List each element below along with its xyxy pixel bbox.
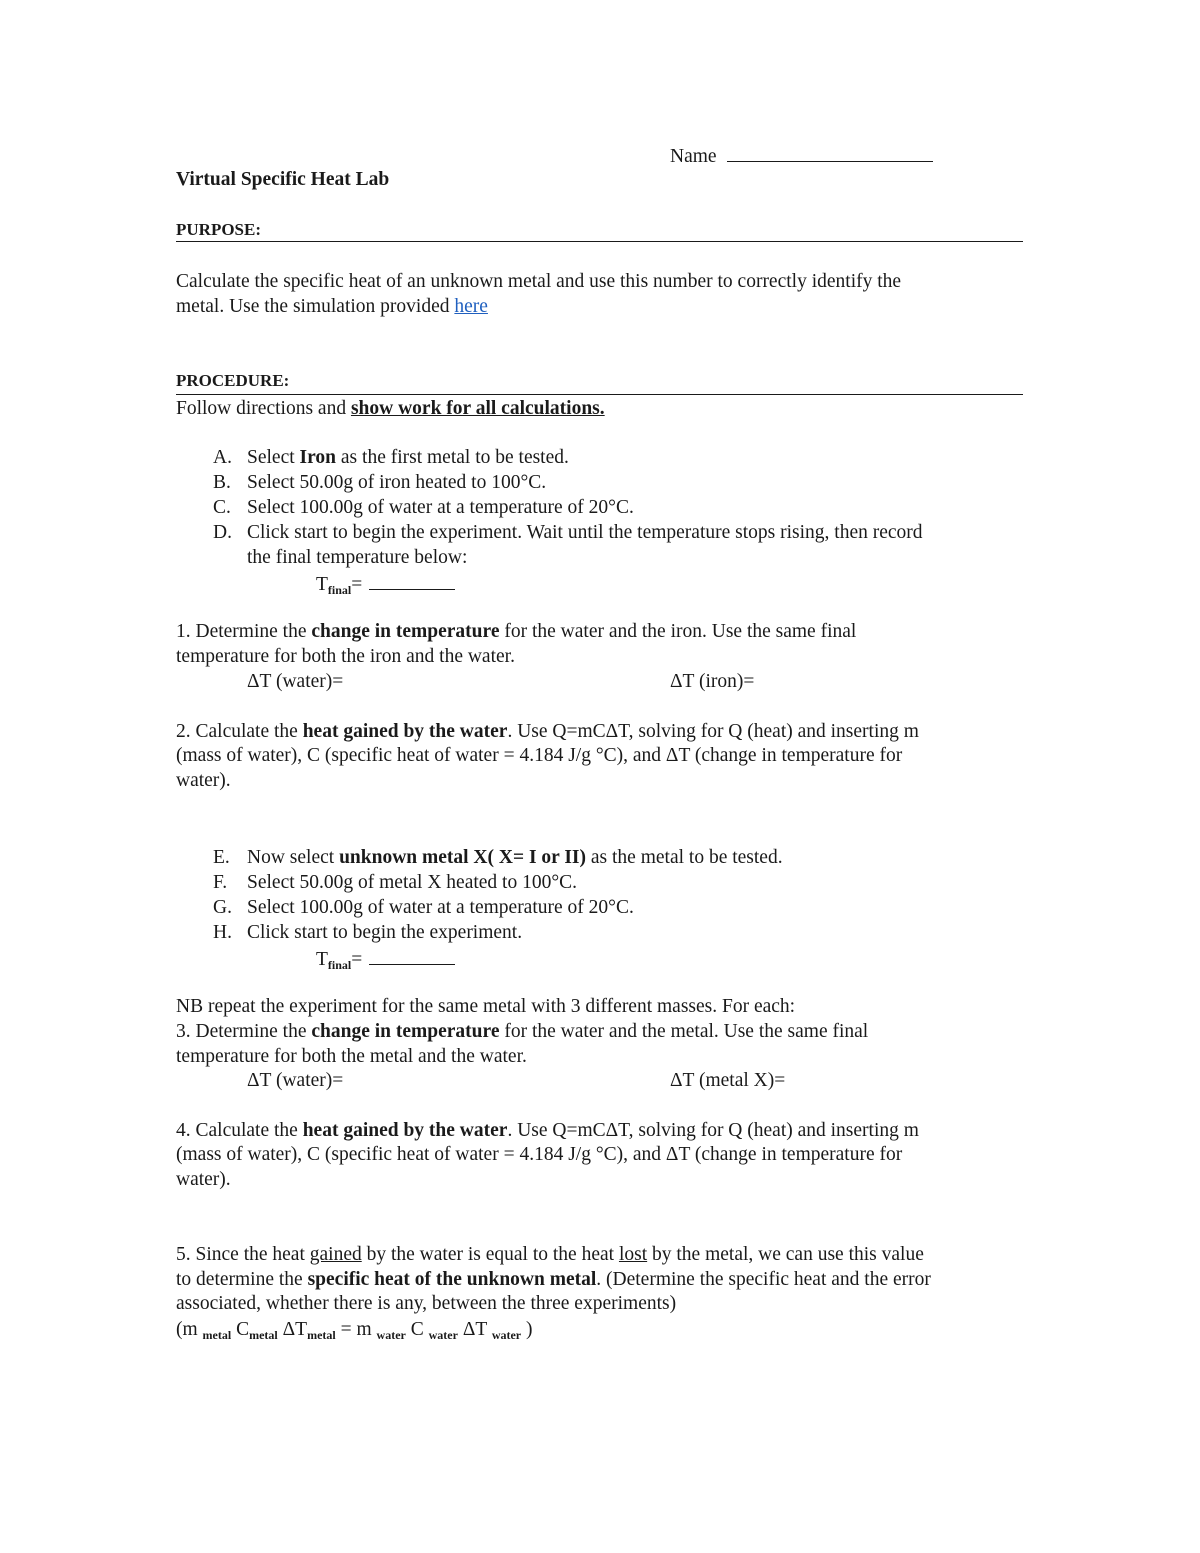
q1-text-end: for the water and the iron. Use the same final (499, 621, 857, 642)
step-a-bold: Iron (299, 447, 337, 468)
q2-text-end: . Use Q=mCΔT, solving for Q (heat) and inserting m (507, 721, 919, 742)
question-4-line-3: water). (176, 1169, 231, 1190)
step-d-line-2: the final temperature below: (247, 547, 468, 568)
formula-sub-metal: metal (249, 1328, 278, 1342)
tfinal-equals: = (351, 949, 363, 970)
step-a-text: Select (247, 447, 300, 468)
formula-sub-water: water (428, 1328, 458, 1342)
step-f-label: F. (213, 872, 228, 893)
purpose-rule (176, 241, 1023, 242)
q3-bold: change in temperature (311, 1021, 500, 1042)
question-3-line-2: temperature for both the metal and the water. (176, 1046, 527, 1067)
step-a-label: A. (213, 447, 232, 468)
q5-lost: lost (618, 1244, 648, 1265)
q5-bold: specific heat of the unknown metal (307, 1269, 597, 1290)
tfinal-symbol: T (316, 574, 328, 595)
step-e-text: Now select (247, 847, 340, 868)
q5-gained: gained (309, 1244, 362, 1265)
step-e (247, 846, 783, 870)
tfinal-subscript: final (327, 583, 352, 597)
formula-sub-water: water (376, 1328, 406, 1342)
document-title: Virtual Specific Heat Lab (176, 169, 390, 190)
delta-t-iron: ΔT (iron)= (670, 671, 755, 692)
name-label: Name (670, 146, 717, 167)
formula-sub-water: water (491, 1328, 522, 1342)
q5-line2-text: to determine the (176, 1269, 308, 1290)
q1-text: 1. Determine the (176, 621, 312, 642)
formula-equals: = m (335, 1319, 377, 1340)
nb-note: NB repeat the experiment for the same metal with 3 different masses. For each: (176, 996, 796, 1017)
question-3-line-1 (176, 1020, 868, 1044)
intro-emphasis: show work for all calculations. (350, 398, 605, 419)
formula-sub-metal: metal (202, 1328, 232, 1342)
q5-text-mid: by the water is equal to the heat (361, 1244, 619, 1265)
step-d-label: D. (213, 522, 232, 543)
q5-text-end: by the metal, we can use this value (647, 1244, 924, 1265)
question-4-line-2: (mass of water), C (specific heat of water = 4.184 J/g °C), and ΔT (change in temperature for (176, 1144, 903, 1165)
formula-sub-metal: metal (307, 1328, 336, 1342)
question-1-line-1 (176, 620, 856, 644)
heat-balance-formula (176, 1318, 533, 1347)
tfinal-subscript: final (327, 958, 352, 972)
step-g-label: G. (213, 897, 232, 918)
step-c-label: C. (213, 497, 231, 518)
step-e-label: E. (213, 847, 230, 868)
procedure-rule (176, 394, 1023, 395)
procedure-heading: PROCEDURE: (176, 371, 290, 390)
question-2-line-1 (176, 720, 919, 744)
tfinal-equals: = (351, 574, 363, 595)
formula-delta-t: ΔT (277, 1319, 308, 1340)
tfinal-iron (316, 571, 455, 602)
question-1-line-2: temperature for both the iron and the water. (176, 646, 515, 667)
formula-c: C (231, 1319, 250, 1340)
question-5-line-2 (176, 1268, 931, 1292)
name-field (670, 143, 933, 169)
step-c: Select 100.00g of water at a temperature of 20°C. (247, 497, 634, 518)
intro-text: Follow directions and (176, 398, 351, 419)
question-2-line-3: water). (176, 770, 231, 791)
q1-bold: change in temperature (311, 621, 500, 642)
step-h: Click start to begin the experiment. (247, 922, 523, 943)
procedure-intro (176, 397, 605, 421)
step-a-text-end: as the first metal to be tested. (336, 447, 569, 468)
formula-delta-t-water: ΔT (457, 1319, 492, 1340)
purpose-text: metal. Use the simulation provided (176, 296, 455, 317)
formula-close: ) (521, 1319, 533, 1340)
step-b-label: B. (213, 472, 231, 493)
tfinal-symbol: T (316, 949, 328, 970)
simulation-link[interactable]: here (454, 296, 488, 317)
step-g: Select 100.00g of water at a temperature of 20°C. (247, 897, 634, 918)
name-blank[interactable] (727, 143, 933, 162)
tfinal-metal (316, 946, 455, 977)
question-4-line-1 (176, 1119, 919, 1143)
step-b: Select 50.00g of iron heated to 100°C. (247, 472, 547, 493)
formula-c-water: C (405, 1319, 429, 1340)
q4-text: 4. Calculate the (176, 1120, 303, 1141)
delta-t-water-1: ΔT (water)= (247, 671, 344, 692)
q3-text-end: for the water and the metal. Use the same final (499, 1021, 869, 1042)
purpose-heading: PURPOSE: (176, 220, 261, 239)
formula-open: (m (176, 1319, 203, 1340)
step-e-bold: unknown metal X( X= I or II) (339, 847, 587, 868)
purpose-line-1: Calculate the specific heat of an unknown metal and use this number to correctly identify the (176, 271, 902, 292)
step-d-line-1: Click start to begin the experiment. Wait until the temperature stops rising, then record (247, 522, 923, 543)
tfinal-iron-blank[interactable] (369, 571, 455, 590)
purpose-line-2 (176, 295, 488, 319)
question-5-line-1 (176, 1243, 924, 1267)
question-5-line-3: associated, whether there is any, between the three experiments) (176, 1293, 677, 1314)
q5-line2-end: . (Determine the specific heat and the error (596, 1269, 931, 1290)
q4-text-end: . Use Q=mCΔT, solving for Q (heat) and inserting m (507, 1120, 919, 1141)
step-f: Select 50.00g of metal X heated to 100°C. (247, 872, 578, 893)
q4-bold: heat gained by the water (302, 1120, 508, 1141)
delta-t-water-3: ΔT (water)= (247, 1070, 344, 1091)
step-h-label: H. (213, 922, 232, 943)
delta-t-metal: ΔT (metal X)= (670, 1070, 786, 1091)
question-2-line-2: (mass of water), C (specific heat of water = 4.184 J/g °C), and ΔT (change in temperature for (176, 745, 903, 766)
q5-text: 5. Since the heat (176, 1244, 310, 1265)
step-a (247, 446, 569, 470)
q2-text: 2. Calculate the (176, 721, 303, 742)
q3-text: 3. Determine the (176, 1021, 312, 1042)
q2-bold: heat gained by the water (302, 721, 508, 742)
tfinal-metal-blank[interactable] (369, 946, 455, 965)
step-e-text-end: as the metal to be tested. (586, 847, 783, 868)
